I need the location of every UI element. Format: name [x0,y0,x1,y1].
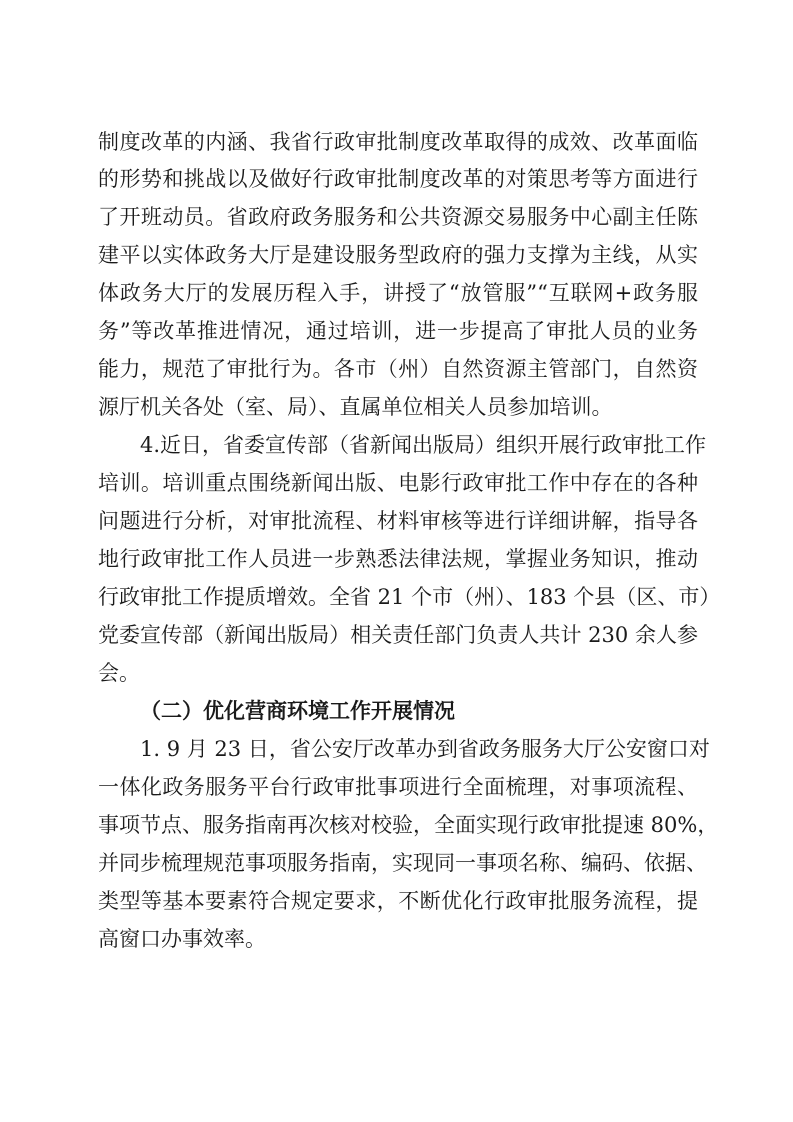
paragraph-1-line-8: 源厅机关各处（室、局）、直属单位相关人员参加培训。 [98,395,613,419]
paragraph-1-line-2: 的形势和挑战以及做好行政审批制度改革的对策思考等方面进行 [98,167,698,191]
paragraph-2-line-4: 地行政审批工作人员进一步熟悉法律法规，掌握业务知识，推动 [98,547,698,571]
paragraph-2-line-6: 党委宣传部（新闻出版局）相关责任部门负责人共计 230 余人参 [98,623,698,647]
paragraph-3-line-4: 并同步梳理规范事项服务指南，实现同一事项名称、编码、依据、 [98,851,707,875]
paragraph-1-line-1: 制度改革的内涵、我省行政审批制度改革取得的成效、改革面临 [98,130,698,154]
paragraph-2-line-2: 培训。培训重点围绕新闻出版、电影行政审批工作中存在的各种 [98,471,698,495]
paragraph-1-line-6: 务”等改革推进情况，通过培训，进一步提高了审批人员的业务 [98,319,698,343]
paragraph-3-line-6: 高窗口办事效率。 [98,927,266,951]
paragraph-2-line-7: 会。 [98,661,140,685]
paragraph-3-line-5: 类型等基本要素符合规定要求，不断优化行政审批服务流程，提 [98,889,698,913]
paragraph-1-line-3: 了开班动员。省政府政务服务和公共资源交易服务中心副主任陈 [98,205,698,229]
paragraph-1-line-7: 能力，规范了审批行为。各市（州）自然资源主管部门，自然资 [98,357,698,381]
paragraph-2-line-5: 行政审批工作提质增效。全省 21 个市（州）、183 个县（区、市） [98,585,721,609]
paragraph-1-line-5: 体政务大厅的发展历程入手，讲授了“放管服”“互联网+政务服 [98,281,698,305]
paragraph-3-line-1: 1. 9 月 23 日，省公安厅改革办到省政务服务大厅公安窗口对 [140,737,710,761]
paragraph-2-line-1: 4.近日，省委宣传部（省新闻出版局）组织开展行政审批工作 [140,433,707,457]
section-heading: （二）优化营商环境工作开展情况 [140,698,455,723]
paragraph-2-line-3: 问题进行分析，对审批流程、材料审核等进行详细讲解，指导各 [98,509,698,533]
paragraph-3-line-3: 事项节点、服务指南再次核对校验，全面实现行政审批提速 80%， [98,813,719,837]
paragraph-1-line-4: 建平以实体政务大厅是建设服务型政府的强力支撑为主线，从实 [98,243,698,267]
paragraph-3-line-2: 一体化政务服务平台行政审批事项进行全面梳理，对事项流程、 [98,775,698,799]
